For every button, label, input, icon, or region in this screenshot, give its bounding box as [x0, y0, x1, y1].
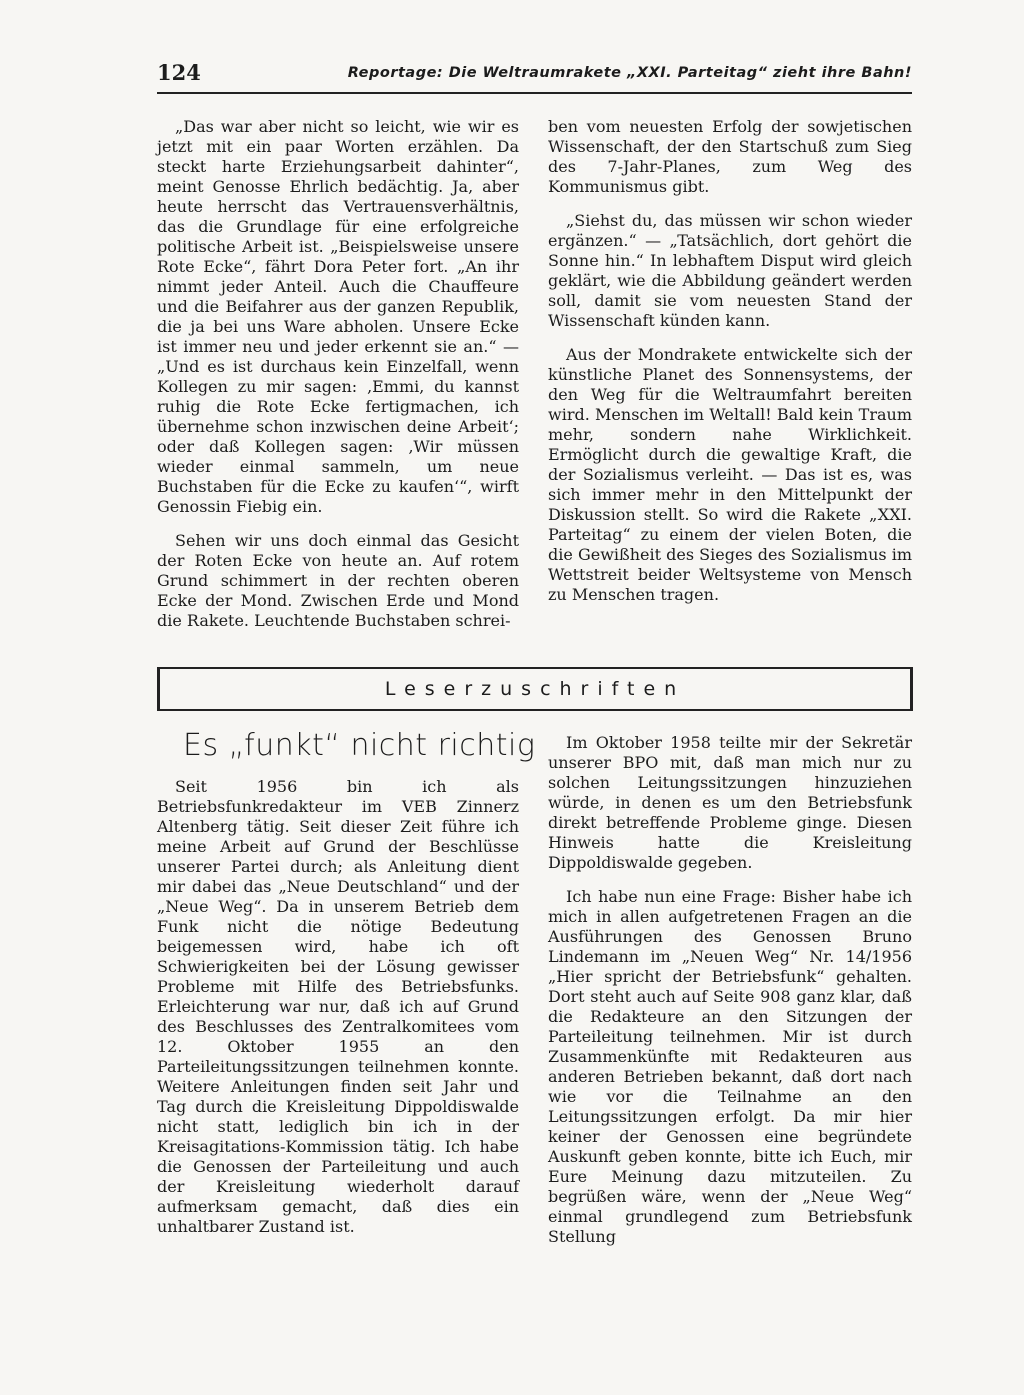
section-banner [157, 667, 913, 711]
letter-paragraph: Ich habe nun eine Frage: Bisher habe ich mich in allen aufgetretenen Fragen an die Ausführungen des Genossen Bruno Lindemann im „Neuen Weg“ Nr. 14/1956 „Hier spricht der Betriebsfunk“ gehalten. Dort steht auch auf Seite 908 ganz klar, daß die Redakteure an den Sitzungen der Parteileitung teilnehmen. Mir ist durch Zusammenkünfte mit Redakteuren aus anderen Betrieben bekannt, daß dort nach wie vor die Teilnahme an den Leitungssitzungen erfolgt. Da mir hier keiner der Genossen eine begründete Auskunft geben konnte, bitte ich Euch, mir Eure Meinung dazu mitzuteilen. Zu begrüßen wäre, wenn der „Neue Weg“ einmal grundlegend zum Betriebsfunk Stellung [548, 887, 912, 1246]
report-paragraph: ben vom neuesten Erfolg der sowjetischen Wissenschaft, der den Startschuß zum Sieg des 7-Jahr-Planes, zum Weg des Kommunismus gibt. [548, 117, 912, 196]
report-column-left [157, 117, 519, 645]
letter-paragraph: Im Oktober 1958 teilte mir der Sekretär unserer BPO mit, daß man mich nur zu solchen Leitungssitzungen hinzuziehen würde, in denen es um den Betriebsfunk direkt betreffende Probleme ginge. Diesen Hinweis hatte die Kreisleitung Dippoldiswalde gegeben. [548, 733, 912, 872]
report-paragraph: „Das war aber nicht so leicht, wie wir es jetzt mit ein paar Worten erzählen. Da steckt harte Erziehungsarbeit dahinter“, meint Genosse Ehrlich bedächtig. Ja, aber heute herrscht das Vertrauensverhältnis, das die Grundlage für eine erfolgreiche politische Arbeit ist. „Beispielsweise unsere Rote Ecke“, fährt Dora Peter fort. „An ihr nimmt jeder Anteil. Auch die Chauffeure und die Beifahrer aus der ganzen Republik, die ja bei uns Ware abholen. Unsere Ecke ist immer neu und jeder erkennt sie an.“ — „Und es ist durchaus kein Einzelfall, wenn Kollegen zu mir sagen: ‚Emmi, du kannst ruhig die Rote Ecke fertigmachen, ich übernehme schon inzwischen deine Arbeit‘; oder daß Kollegen sagen: ‚Wir müssen wieder einmal sammeln, um neue Buchstaben für die Ecke zu kaufen‘“, wirft Genossin Fiebig ein. [157, 117, 519, 516]
letter-title: Es „funkt“ nicht richtig [183, 728, 536, 763]
page-header [157, 58, 912, 94]
report-paragraph: „Siehst du, das müssen wir schon wieder ergänzen.“ — „Tatsächlich, dort gehört die Sonne hin.“ In lebhaftem Disput wird gleich geklärt, wie die Abbildung geändert werden soll, damit sie vom neuesten Stand der Wissenschaft künden kann. [548, 211, 912, 330]
report-column-right [548, 117, 912, 619]
page-number: 124 [157, 60, 201, 85]
report-paragraph: Aus der Mondrakete entwickelte sich der künstliche Planet des Sonnensystems, der den Weg für die Weltraumfahrt bereiten wird. Menschen im Weltall! Bald kein Traum mehr, sondern nahe Wirklichkeit. Ermöglicht durch die gewaltige Kraft, die der Sozialismus verleiht. — Das ist es, was sich immer mehr in den Mittelpunkt der Diskussion stellt. So wird die Rakete „XXI. Parteitag“ zu einem der vielen Boten, die die Gewißheit des Sieges des Sozialismus im Wettstreit beider Weltsysteme von Mensch zu Menschen tragen. [548, 345, 912, 604]
letter-column-right [548, 733, 912, 1261]
report-paragraph: Sehen wir uns doch einmal das Gesicht der Roten Ecke von heute an. Auf rotem Grund schimmert in der rechten oberen Ecke der Mond. Zwischen Erde und Mond die Rakete. Leuchtende Buchstaben schrei- [157, 531, 519, 630]
section-title: Leserzuschriften [384, 678, 686, 700]
letter-column-left [157, 777, 519, 1251]
running-head: Reportage: Die Weltraumrakete „XXI. Parteitag“ zieht ihre Bahn! [347, 65, 912, 81]
letter-paragraph: Seit 1956 bin ich als Betriebsfunkredakteur im VEB Zinnerz Altenberg tätig. Seit dieser Zeit führe ich meine Arbeit auf Grund der Beschlüsse unserer Partei durch; als Anleitung dient mir dabei das „Neue Deutschland“ und der „Neue Weg“. Da in unserem Betrieb dem Funk nicht die nötige Bedeutung beigemessen wird, habe ich oft Schwierigkeiten bei der Lösung gewisser Probleme mit Hilfe des Betriebsfunks. Erleichterung war nur, daß ich auf Grund des Beschlusses des Zentralkomitees vom 12. Oktober 1955 an den Parteileitungssitzungen teilnehmen konnte. Weitere Anleitungen finden seit Jahr und Tag durch die Kreisleitung Dippoldiswalde nicht statt, lediglich bin ich in der Kreisagitations-Kommission tätig. Ich habe die Genossen der Parteileitung und auch der Kreisleitung wiederholt darauf aufmerksam gemacht, daß dies ein unhaltbarer Zustand ist. [157, 777, 519, 1236]
